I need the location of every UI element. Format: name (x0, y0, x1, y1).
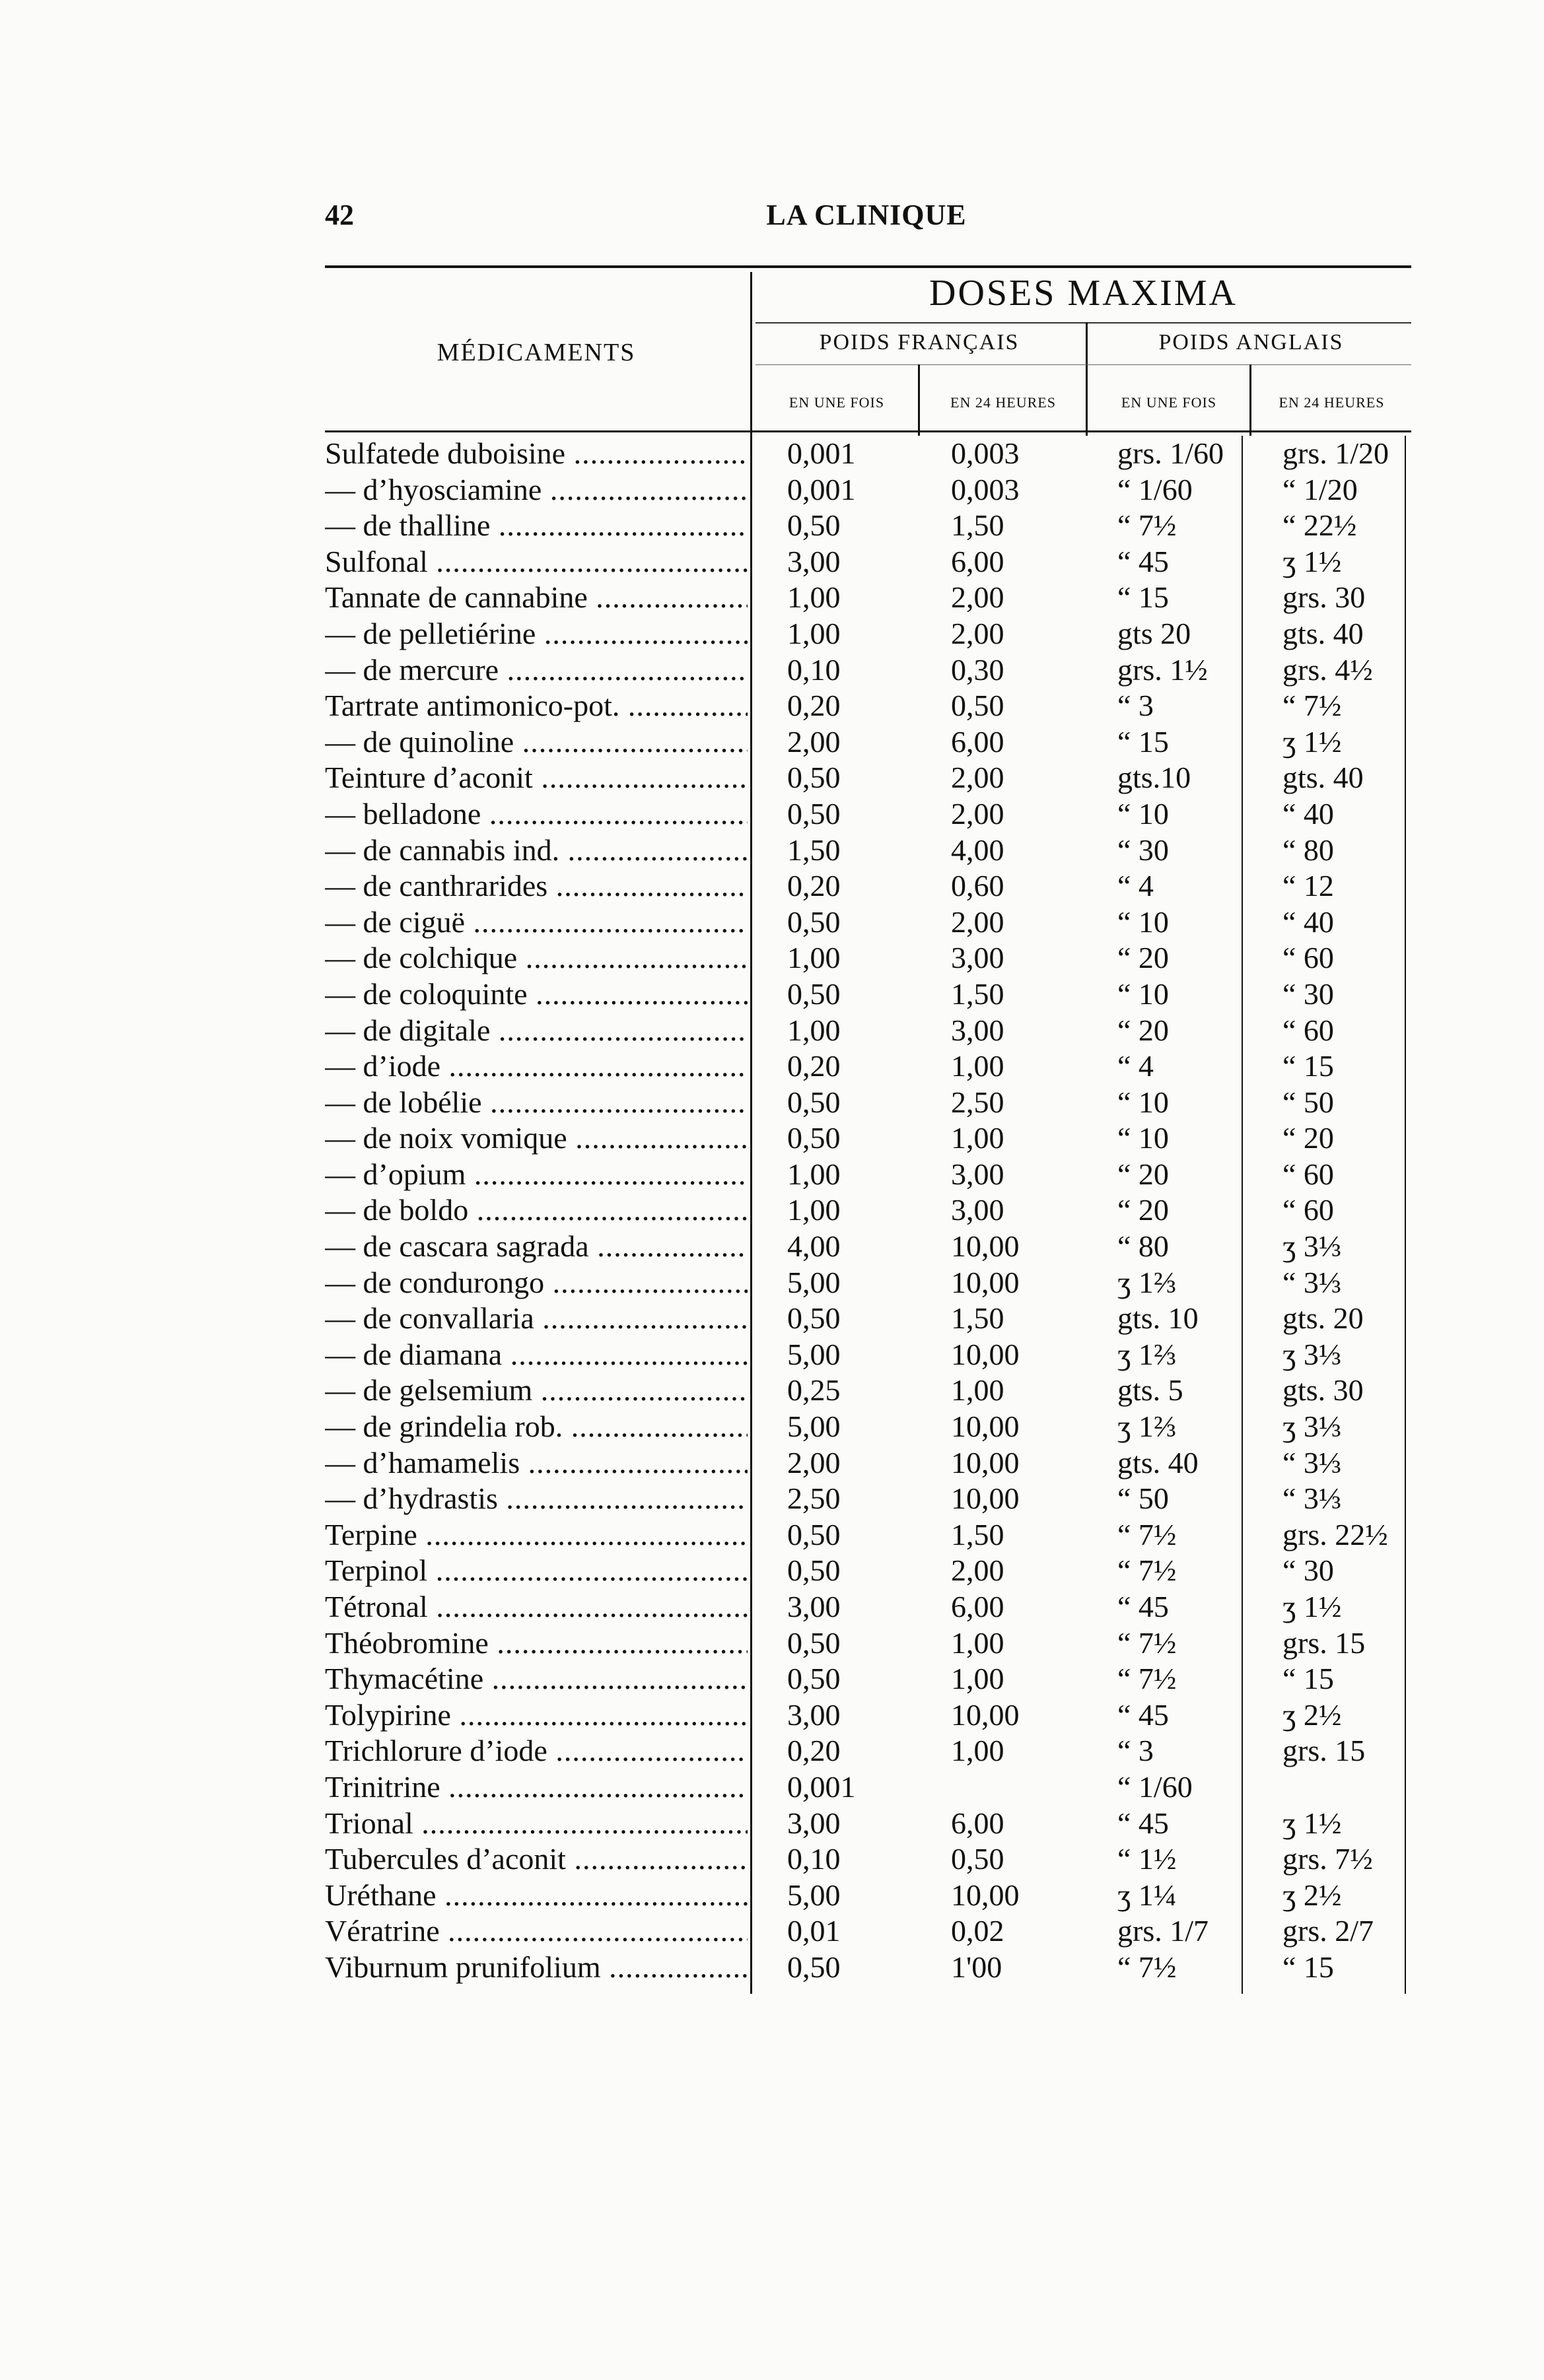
medicament-name: — de quinoline ..... (325, 724, 748, 761)
dose-en-once: “ 7½ (1117, 1517, 1177, 1551)
dose-en-once: “ 10 (1117, 976, 1169, 1011)
running-title: LA CLINIQUE (766, 199, 967, 231)
dose-fr-once: 1,00 (787, 1013, 841, 1047)
dose-fr-once: 0,50 (787, 1121, 841, 1155)
dose-en-once: gts. 5 (1117, 1373, 1183, 1408)
dose-en-once: “ 45 (1117, 1590, 1169, 1623)
dose-fr-once: 2,00 (787, 1445, 841, 1479)
medicament-name: Tolypirine ..... (325, 1697, 748, 1734)
dose-fr-24h: 1,50 (951, 508, 1004, 543)
table-row (325, 1120, 1411, 1157)
dose-en-once: gts.10 (1117, 761, 1191, 795)
dose-en-once: “ 30 (1117, 833, 1169, 867)
dose-fr-once: 0,50 (787, 508, 841, 543)
medicament-name: — de thalline ..... (325, 508, 748, 544)
dose-fr-24h: 0,30 (951, 652, 1004, 687)
dose-fr-24h: 3,00 (951, 1193, 1004, 1227)
dose-fr-24h: 6,00 (951, 544, 1004, 578)
table-row (325, 1913, 1411, 1950)
dose-fr-24h: 10,00 (951, 1337, 1020, 1371)
dose-en-24h: gts. 20 (1282, 1301, 1364, 1336)
dose-en-24h: ʒ 1½ (1282, 724, 1342, 759)
medicament-name: Tétronal ..... (325, 1589, 748, 1625)
dose-en-once: grs. 1/60 (1117, 436, 1224, 470)
dose-en-24h: “ 40 (1282, 796, 1334, 831)
top-rule (325, 265, 1411, 268)
medicament-name: Vératrine ..... (325, 1913, 748, 1950)
dose-fr-once: 0,50 (787, 1950, 841, 1984)
table-row (325, 976, 1411, 1013)
dose-en-once: grs. 1/7 (1117, 1914, 1209, 1948)
table-row (325, 1157, 1411, 1193)
dose-fr-24h: 10,00 (951, 1265, 1020, 1299)
table-row (325, 724, 1411, 761)
table-row (325, 1553, 1411, 1589)
dose-en-24h: gts. 30 (1282, 1373, 1364, 1408)
dose-en-24h: “ 40 (1282, 904, 1334, 939)
medicament-name: — de convallaria ..... (325, 1301, 748, 1337)
medicament-name: Uréthane ..... (325, 1878, 748, 1914)
dose-fr-24h: 1,50 (951, 976, 1004, 1011)
dose-en-24h: gts. 40 (1282, 616, 1364, 650)
dose-en-24h: ʒ 1½ (1282, 1590, 1342, 1623)
medicament-name: Tannate de cannabine ..... (325, 580, 748, 616)
medicament-name: Tubercules d’aconit ..... (325, 1841, 748, 1878)
dose-fr-24h: 3,00 (951, 941, 1004, 975)
dose-fr-once: 0,50 (787, 1517, 841, 1551)
header-poids-anglais: POIDS ANGLAIS (1158, 330, 1344, 355)
table-row (325, 1878, 1411, 1914)
dose-en-once: “ 20 (1117, 1013, 1169, 1047)
dose-fr-24h: 10,00 (951, 1878, 1020, 1912)
dose-fr-24h: 1,00 (951, 1121, 1004, 1155)
table-row (325, 1841, 1411, 1878)
dose-fr-once: 1,00 (787, 941, 841, 975)
dose-en-once: “ 45 (1117, 544, 1169, 578)
dose-fr-24h: 10,00 (951, 1697, 1020, 1732)
dose-fr-24h: 3,00 (951, 1157, 1004, 1191)
dose-fr-once: 5,00 (787, 1410, 841, 1444)
medicament-name: — de cascara sagrada ..... (325, 1229, 748, 1265)
dose-en-24h: “ 7½ (1282, 689, 1342, 723)
table-row (325, 1517, 1411, 1553)
dose-fr-24h: 0,50 (951, 689, 1004, 723)
dose-fr-24h: 2,00 (951, 616, 1004, 650)
table-row (325, 1445, 1411, 1481)
dose-en-24h: grs. 1/20 (1282, 436, 1389, 470)
dose-fr-24h: 1,00 (951, 1734, 1004, 1768)
dose-fr-24h: 6,00 (951, 1590, 1004, 1623)
medicament-name: — de condurongo ..... (325, 1265, 748, 1301)
dose-en-once: “ 3 (1117, 689, 1154, 723)
dose-fr-once: 2,50 (787, 1481, 841, 1516)
header-bottom-rule (325, 430, 1411, 432)
medicament-name: — de coloquinte ..... (325, 976, 748, 1013)
dose-fr-once: 1,50 (787, 833, 841, 867)
page-number: 42 (325, 199, 354, 231)
dose-fr-24h: 6,00 (951, 1806, 1004, 1840)
medicament-name: Trichlorure d’iode ..... (325, 1733, 748, 1769)
column-divider (918, 364, 920, 436)
dose-en-once: “ 15 (1117, 580, 1169, 615)
dose-en-24h: ʒ 2½ (1282, 1697, 1342, 1732)
table-row (325, 1661, 1411, 1697)
dose-fr-24h: 0,003 (951, 472, 1020, 506)
dose-en-24h: grs. 30 (1282, 580, 1366, 615)
dose-en-once: “ 20 (1117, 1193, 1169, 1227)
dose-fr-24h: 2,00 (951, 796, 1004, 831)
table-row (325, 1337, 1411, 1373)
table-row (325, 1373, 1411, 1409)
dose-fr-24h: 6,00 (951, 724, 1004, 759)
dose-fr-once: 0,50 (787, 761, 841, 795)
dose-fr-once: 1,00 (787, 580, 841, 615)
table-row (325, 1085, 1411, 1121)
dose-fr-once: 0,50 (787, 1662, 841, 1696)
table-row (325, 1625, 1411, 1662)
dose-en-24h: “ 22½ (1282, 508, 1357, 543)
dose-en-24h: gts. 40 (1282, 761, 1364, 795)
medicament-name: Teinture d’aconit ..... (325, 760, 748, 796)
medicament-name: Trinitrine ..... (325, 1769, 748, 1806)
dose-fr-24h: 0,50 (951, 1842, 1004, 1876)
dose-fr-once: 0,10 (787, 1842, 841, 1876)
dose-en-24h: ʒ 1½ (1282, 1806, 1342, 1840)
dose-fr-once: 0,001 (787, 436, 856, 470)
dose-fr-24h: 4,00 (951, 833, 1004, 867)
medicament-name: — belladone ..... (325, 796, 748, 833)
dose-fr-once: 0,01 (787, 1914, 841, 1948)
table-row (325, 580, 1411, 616)
dose-fr-once: 1,00 (787, 1157, 841, 1191)
table-body (325, 436, 1411, 1986)
column-divider (750, 272, 752, 436)
table-row (325, 472, 1411, 508)
dose-fr-24h: 1,00 (951, 1373, 1004, 1408)
dose-en-24h: “ 60 (1282, 941, 1334, 975)
dose-en-24h: grs. 22½ (1282, 1517, 1388, 1551)
dose-en-24h: grs. 15 (1282, 1625, 1366, 1660)
medicament-name: — d’iode ..... (325, 1048, 748, 1085)
dose-fr-once: 0,001 (787, 472, 856, 506)
column-divider (1086, 322, 1088, 436)
header-doses-maxima: DOSES MAXIMA (929, 273, 1238, 314)
dose-fr-once: 0,50 (787, 1553, 841, 1588)
header-fr-once: EN UNE FOIS (789, 394, 885, 411)
dose-fr-24h: 0,60 (951, 869, 1004, 903)
dose-fr-24h: 10,00 (951, 1445, 1020, 1479)
dose-fr-once: 4,00 (787, 1229, 841, 1264)
dose-en-once: ʒ 1⅔ (1117, 1265, 1177, 1299)
medicament-name: — de noix vomique ..... (325, 1120, 748, 1157)
dose-en-once: “ 7½ (1117, 1662, 1177, 1696)
dose-en-24h: “ 60 (1282, 1157, 1334, 1191)
dose-en-24h: grs. 4½ (1282, 652, 1373, 687)
dose-en-24h: ʒ 3⅓ (1282, 1410, 1342, 1444)
dose-en-once: gts. 40 (1117, 1445, 1199, 1479)
dose-en-24h: “ 80 (1282, 833, 1334, 867)
header-en-once: EN UNE FOIS (1121, 394, 1217, 411)
header-medicaments: MÉDICAMENTS (437, 339, 636, 366)
dose-en-24h: “ 60 (1282, 1013, 1334, 1047)
header-rule (755, 322, 1411, 323)
dose-fr-once: 5,00 (787, 1265, 841, 1299)
dose-en-once: “ 80 (1117, 1229, 1169, 1264)
dose-en-once: “ 7½ (1117, 1553, 1177, 1588)
dose-en-24h: “ 50 (1282, 1085, 1334, 1119)
running-head (325, 198, 1408, 238)
dose-fr-24h: 1,50 (951, 1301, 1004, 1336)
medicament-name: — de gelsemium ..... (325, 1373, 748, 1409)
table-row (325, 1409, 1411, 1445)
table-row (325, 1589, 1411, 1625)
table-row (325, 616, 1411, 652)
medicament-name: — de digitale ..... (325, 1013, 748, 1049)
dose-fr-24h: 10,00 (951, 1481, 1020, 1516)
medicament-name: — de lobélie ..... (325, 1085, 748, 1121)
table-row (325, 1229, 1411, 1265)
table-row (325, 1192, 1411, 1229)
dose-en-24h: ʒ 3⅓ (1282, 1229, 1342, 1264)
dose-fr-once: 1,00 (787, 616, 841, 650)
dose-table (325, 272, 1411, 1986)
dose-fr-once: 0,50 (787, 1085, 841, 1119)
dose-fr-24h: 1,00 (951, 1625, 1004, 1660)
medicament-name: — d’hamamelis ..... (325, 1445, 748, 1481)
dose-en-24h: ʒ 1½ (1282, 544, 1342, 578)
table-row (325, 1301, 1411, 1337)
medicament-name: — de cannabis ind. ..... (325, 833, 748, 869)
table-row (325, 1769, 1411, 1806)
dose-en-once: “ 15 (1117, 724, 1169, 759)
dose-en-once: “ 10 (1117, 1121, 1169, 1155)
dose-en-once: gts 20 (1117, 616, 1191, 650)
dose-en-once: “ 1/60 (1117, 1769, 1193, 1804)
table-row (325, 1013, 1411, 1049)
dose-en-24h: “ 3⅓ (1282, 1265, 1342, 1299)
dose-en-once: “ 20 (1117, 941, 1169, 975)
dose-en-24h: “ 60 (1282, 1193, 1334, 1227)
dose-fr-24h: 1,00 (951, 1049, 1004, 1083)
dose-en-once: “ 45 (1117, 1697, 1169, 1732)
medicament-name: Viburnum prunifolium ..... (325, 1950, 748, 1986)
table-row (325, 436, 1411, 472)
dose-en-once: “ 10 (1117, 796, 1169, 831)
medicament-name: — de diamana ..... (325, 1337, 748, 1373)
dose-fr-24h: 0,02 (951, 1914, 1004, 1948)
dose-fr-24h: 2,00 (951, 761, 1004, 795)
dose-en-24h: ʒ 3⅓ (1282, 1337, 1342, 1371)
dose-fr-once: 0,25 (787, 1373, 841, 1408)
dose-fr-24h: 3,00 (951, 1013, 1004, 1047)
table-row (325, 508, 1411, 544)
header-fr-24h: EN 24 HEURES (950, 394, 1056, 411)
dose-fr-24h: 0,003 (951, 436, 1020, 470)
dose-fr-once: 0,50 (787, 796, 841, 831)
dose-fr-once: 0,20 (787, 1734, 841, 1768)
medicament-name: Trional ..... (325, 1806, 748, 1842)
table-row (325, 1733, 1411, 1769)
dose-en-once: “ 50 (1117, 1481, 1169, 1516)
dose-en-once: “ 4 (1117, 1049, 1154, 1083)
dose-fr-once: 5,00 (787, 1337, 841, 1371)
medicament-name: — d’opium ..... (325, 1157, 748, 1193)
dose-en-once: “ 3 (1117, 1734, 1154, 1768)
dose-en-24h: grs. 7½ (1282, 1842, 1373, 1876)
header-en-24h: EN 24 HEURES (1279, 394, 1385, 411)
dose-fr-once: 3,00 (787, 1590, 841, 1623)
medicament-name: Thymacétine ..... (325, 1661, 748, 1697)
medicament-name: — de mercure ..... (325, 652, 748, 689)
dose-fr-24h: 2,00 (951, 1553, 1004, 1588)
table-row (325, 940, 1411, 976)
dose-en-once: “ 7½ (1117, 1950, 1177, 1984)
dose-en-24h: “ 3⅓ (1282, 1481, 1342, 1516)
dose-fr-24h: 10,00 (951, 1410, 1020, 1444)
medicament-name: Théobromine ..... (325, 1625, 748, 1662)
dose-en-24h: “ 1/20 (1282, 472, 1358, 506)
dose-en-24h: ʒ 2½ (1282, 1878, 1342, 1912)
dose-en-24h: “ 12 (1282, 869, 1334, 903)
dose-en-24h: “ 15 (1282, 1049, 1334, 1083)
dose-fr-24h: 1'00 (951, 1950, 1002, 1984)
dose-en-once: ʒ 1¼ (1117, 1878, 1177, 1912)
dose-en-24h: “ 15 (1282, 1950, 1334, 1984)
table-header (325, 272, 1411, 436)
dose-en-once: gts. 10 (1117, 1301, 1199, 1336)
dose-en-24h: grs. 15 (1282, 1734, 1366, 1768)
table-row (325, 544, 1411, 580)
dose-fr-once: 5,00 (787, 1878, 841, 1912)
table-row (325, 760, 1411, 796)
dose-en-24h: grs. 2/7 (1282, 1914, 1374, 1948)
dose-fr-once: 0,20 (787, 869, 841, 903)
dose-en-once: ʒ 1⅔ (1117, 1337, 1177, 1371)
dose-en-once: grs. 1½ (1117, 652, 1208, 687)
dose-fr-24h: 10,00 (951, 1229, 1020, 1264)
column-divider (1249, 364, 1251, 436)
table-row (325, 1950, 1411, 1986)
medicament-name: Sulfatede duboisine ..... (325, 436, 748, 472)
dose-fr-once: 0,50 (787, 1301, 841, 1336)
table-row (325, 868, 1411, 904)
medicament-name: Sulfonal ..... (325, 544, 748, 580)
dose-en-once: “ 1½ (1117, 1842, 1177, 1876)
dose-fr-once: 3,00 (787, 1806, 841, 1840)
table-row (325, 904, 1411, 941)
header-poids-francais: POIDS FRANÇAIS (819, 330, 1020, 355)
medicament-name: — de colchique ..... (325, 940, 748, 976)
table-row (325, 652, 1411, 689)
dose-fr-once: 3,00 (787, 1697, 841, 1732)
dose-fr-once: 1,00 (787, 1193, 841, 1227)
dose-en-once: “ 4 (1117, 869, 1154, 903)
dose-fr-once: 0,50 (787, 904, 841, 939)
table-row (325, 1697, 1411, 1734)
dose-fr-once: 0,50 (787, 1625, 841, 1660)
dose-fr-once: 0,20 (787, 689, 841, 723)
dose-fr-24h: 2,50 (951, 1085, 1004, 1119)
dose-fr-once: 0,001 (787, 1769, 856, 1804)
dose-en-24h: “ 15 (1282, 1662, 1334, 1696)
table-row (325, 1806, 1411, 1842)
dose-en-once: “ 10 (1117, 904, 1169, 939)
medicament-name: Terpinol ..... (325, 1553, 748, 1589)
dose-en-once: “ 10 (1117, 1085, 1169, 1119)
table-row (325, 1481, 1411, 1517)
dose-en-once: “ 45 (1117, 1806, 1169, 1840)
table-row (325, 833, 1411, 869)
header-rule (755, 364, 1411, 365)
dose-en-once: ʒ 1⅔ (1117, 1410, 1177, 1444)
medicament-name: — de canthrarides ..... (325, 868, 748, 904)
medicament-name: — de grindelia rob. ..... (325, 1409, 748, 1445)
dose-fr-24h: 1,00 (951, 1662, 1004, 1696)
medicament-name: Tartrate antimonico-pot. ..... (325, 688, 748, 724)
dose-fr-once: 3,00 (787, 544, 841, 578)
dose-fr-24h: 2,00 (951, 580, 1004, 615)
dose-en-24h: “ 30 (1282, 976, 1334, 1011)
dose-fr-once: 2,00 (787, 724, 841, 759)
medicament-name: — de boldo ..... (325, 1192, 748, 1229)
table-row (325, 1048, 1411, 1085)
table-row (325, 1265, 1411, 1301)
dose-en-once: “ 1/60 (1117, 472, 1193, 506)
medicament-name: — d’hyosciamine ..... (325, 472, 748, 508)
dose-en-24h: “ 20 (1282, 1121, 1334, 1155)
medicament-name: — de pelletiérine ..... (325, 616, 748, 652)
dose-en-once: “ 7½ (1117, 508, 1177, 543)
dose-en-24h: “ 30 (1282, 1553, 1334, 1588)
dose-fr-24h: 1,50 (951, 1517, 1004, 1551)
medicament-name: — d’hydrastis ..... (325, 1481, 748, 1517)
dose-fr-once: 0,10 (787, 652, 841, 687)
dose-fr-once: 0,50 (787, 976, 841, 1011)
dose-en-once: “ 20 (1117, 1157, 1169, 1191)
table-row (325, 688, 1411, 724)
dose-fr-once: 0,20 (787, 1049, 841, 1083)
dose-en-once: “ 7½ (1117, 1625, 1177, 1660)
table-row (325, 796, 1411, 833)
medicament-name: Terpine ..... (325, 1517, 748, 1553)
medicament-name: — de ciguë ..... (325, 904, 748, 941)
dose-fr-24h: 2,00 (951, 904, 1004, 939)
dose-en-24h: “ 3⅓ (1282, 1445, 1342, 1479)
